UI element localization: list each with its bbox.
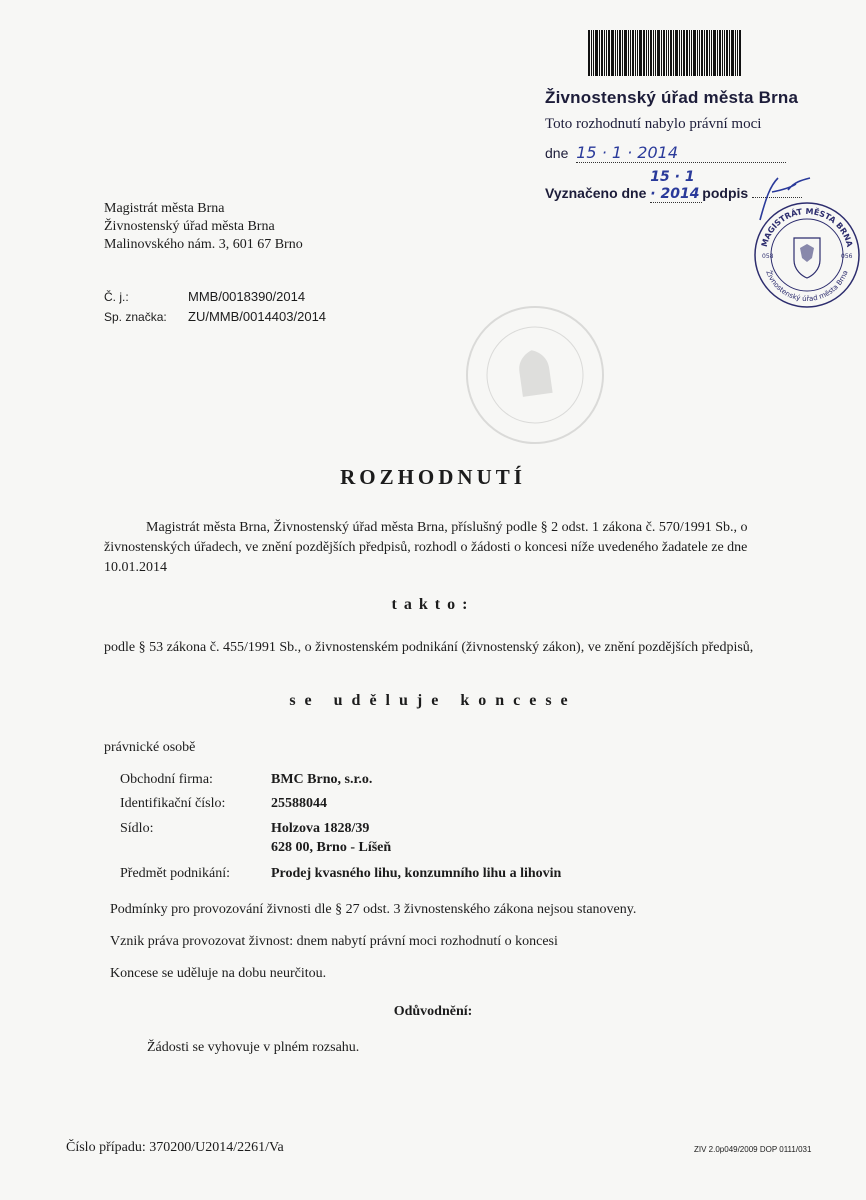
ghost-seal-bleedthrough [455, 300, 615, 450]
decision-heading: se uděluje koncese [289, 692, 577, 709]
form-code: ZIV 2.0p049/2009 DOP 0111/031 [694, 1145, 812, 1154]
predmet-label: Předmět podnikání: [120, 866, 231, 881]
intro-paragraph: Magistrát města Brna, Živnostenský úřad města Brna, příslušný podle § 2 odst. 1 zákona č. 570/1991 Sb., o živnostenských úřadech, ve znění pozdějších předpisů, rozhodl o žádosti o koncesi níže uvedeného žadatele ze dne 10.01.2014 [104, 520, 748, 575]
barcode [588, 30, 770, 76]
firma-value: BMC Brno, s.r.o. [271, 772, 373, 787]
ic-label: Identifikační číslo: [120, 796, 226, 811]
sidlo-street: Holzova 1828/39 [271, 821, 370, 836]
stamp-round-num-left: 058 [762, 253, 774, 260]
stamp-dne-label: dne [545, 145, 569, 161]
stamp-round-text-bottom: Živnostenský úřad města Brna [764, 269, 850, 304]
stamp-podpis-label: podpis [702, 185, 749, 201]
stamp-dne-handwritten: 15 · 1 · 2014 [576, 143, 679, 162]
cj-value: MMB/0018390/2014 [188, 289, 306, 304]
legal-basis-paragraph: podle § 53 zákona č. 455/1991 Sb., o živnostenském podnikání (živnostenský zákon), ve znění pozdějších předpisů, [104, 640, 754, 655]
stamp-vyznaceno-handwritten: 15 · 1 · 2014 [650, 169, 700, 202]
recipient-type: právnické osobě [104, 740, 196, 755]
stamp-legal-force-text: Toto rozhodnutí nabylo právní moci [545, 116, 762, 132]
conditions-text: Podmínky pro provozování živnosti dle § 27 odst. 3 živnostenského zákona nejsou stanoveny. [110, 902, 637, 917]
sidlo-city: 628 00, Brno - Líšeň [271, 840, 392, 855]
sender-line-3: Malinovského nám. 3, 601 67 Brno [104, 237, 303, 252]
stamp-dne-row [545, 143, 786, 163]
stamp-title: Živnostenský úřad města Brna [545, 88, 799, 107]
takto-heading: takto: [391, 596, 475, 613]
stamp-round-text-top: MAGISTRÁT MĚSTA BRNA [759, 206, 855, 248]
official-round-stamp [752, 200, 862, 310]
predmet-value: Prodej kvasného lihu, konzumního lihu a lihovin [271, 866, 562, 881]
ic-value: 25588044 [271, 796, 327, 811]
cj-label: Č. j.: [104, 290, 129, 304]
case-number: Číslo případu: 370200/U2014/2261/Va [66, 1140, 284, 1155]
sender-address [104, 200, 303, 254]
sp-value: ZU/MMB/0014403/2014 [188, 309, 327, 324]
duration-text: Koncese se uděluje na dobu neurčitou. [110, 966, 327, 981]
origin-text: Vznik práva provozovat živnost: dnem nabytí právní moci rozhodnutí o koncesi [110, 934, 558, 949]
stamp-round-num-right: 056 [841, 253, 853, 260]
sender-line-2: Živnostenský úřad města Brna [104, 219, 275, 234]
document-title: ROZHODNUTÍ [340, 465, 526, 489]
stamp-vyznaceno-label: Vyznačeno dne [545, 185, 647, 201]
justification-heading: Odůvodnění: [393, 1004, 473, 1019]
sender-line-1: Magistrát města Brna [104, 201, 225, 216]
sidlo-label: Sídlo: [120, 821, 154, 836]
justification-text: Žádosti se vyhovuje v plném rozsahu. [147, 1040, 360, 1055]
sp-label: Sp. značka: [104, 310, 167, 324]
firma-label: Obchodní firma: [120, 772, 213, 787]
